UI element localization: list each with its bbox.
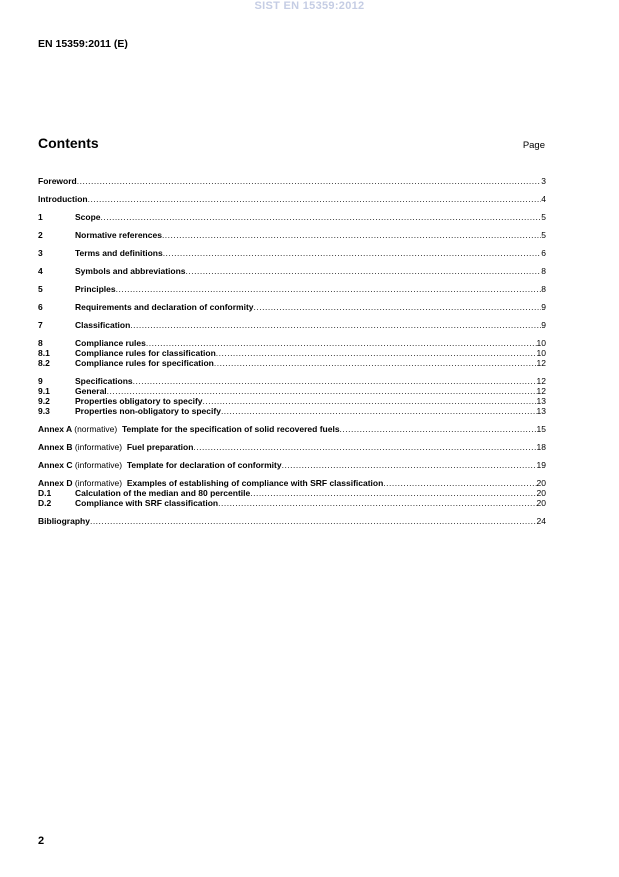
toc-entry-9-2[interactable] [38, 396, 546, 406]
toc-number: 8.2 [38, 358, 50, 368]
toc-entry-8[interactable] [38, 338, 546, 348]
toc-title: General [75, 386, 107, 396]
toc-title: Compliance rules [75, 338, 146, 348]
annex-label: Annex C [38, 460, 73, 470]
toc-number: 9.1 [38, 386, 50, 396]
toc-page: 24 [536, 516, 546, 526]
toc-page: 13 [536, 396, 546, 406]
dot-leader [216, 348, 537, 358]
toc-page: 5 [541, 212, 546, 222]
dot-leader [116, 284, 542, 294]
toc-title: Foreword [38, 176, 77, 186]
toc-entry-d-2[interactable] [38, 498, 546, 508]
toc-number: 1 [38, 212, 43, 222]
dot-leader [218, 498, 536, 508]
dot-leader [133, 376, 537, 386]
toc-page: 18 [536, 442, 546, 452]
toc-page: 10 [536, 338, 546, 348]
toc-page: 3 [541, 176, 546, 186]
dot-leader [130, 320, 541, 330]
annex-type: (normative) [74, 424, 118, 434]
toc-number: 8.1 [38, 348, 50, 358]
toc-page: 12 [536, 386, 546, 396]
toc-number: 5 [38, 284, 43, 294]
toc-title [38, 460, 282, 470]
toc-number: 2 [38, 230, 43, 240]
toc-entry-4[interactable] [38, 266, 546, 276]
toc-entry-6[interactable] [38, 302, 546, 312]
dot-leader [101, 212, 542, 222]
toc-page: 6 [541, 248, 546, 258]
toc-title: Symbols and abbreviations [75, 266, 186, 276]
toc-title: Terms and definitions [75, 248, 163, 258]
toc-page: 20 [536, 478, 546, 488]
toc-entry-9-1[interactable] [38, 386, 546, 396]
toc-title [38, 478, 383, 488]
dot-leader [214, 358, 537, 368]
toc-entry-9[interactable] [38, 376, 546, 386]
toc-entry-8-1[interactable] [38, 348, 546, 358]
toc-number: 6 [38, 302, 43, 312]
toc-entry-3[interactable] [38, 248, 546, 258]
annex-label: Annex B [38, 442, 73, 452]
toc-title: Classification [75, 320, 131, 330]
dot-leader [90, 516, 537, 526]
toc-entry-7[interactable] [38, 320, 546, 330]
toc-page: 8 [541, 284, 546, 294]
toc-number: 9.2 [38, 396, 50, 406]
toc-title: Bibliography [38, 516, 90, 526]
annex-label: Annex A [38, 424, 72, 434]
annex-type: (informative) [74, 460, 123, 470]
dot-leader [250, 488, 536, 498]
toc-entry-9-3[interactable] [38, 406, 546, 416]
annex-title: Fuel preparation [126, 442, 194, 452]
toc-entry-annex-c[interactable] [38, 460, 546, 470]
contents-title: Contents [38, 135, 99, 151]
toc-page: 12 [536, 376, 546, 386]
toc-title: Specifications [75, 376, 133, 386]
toc-page: 10 [536, 348, 546, 358]
toc-entry-introduction[interactable] [38, 194, 546, 204]
page-column-label: Page [522, 140, 545, 151]
dot-leader [77, 176, 542, 186]
dot-leader [340, 424, 537, 434]
toc-title: Principles [75, 284, 116, 294]
toc-page: 5 [541, 230, 546, 240]
toc-entry-5[interactable] [38, 284, 546, 294]
toc-entry-foreword[interactable] [38, 176, 546, 186]
dot-leader [254, 302, 542, 312]
toc-page: 9 [541, 302, 546, 312]
toc-number: D.1 [38, 488, 52, 498]
toc-number: 9 [38, 376, 43, 386]
page-number: 2 [38, 835, 45, 847]
toc-number: 4 [38, 266, 43, 276]
dot-leader [282, 460, 537, 470]
toc-page: 4 [541, 194, 546, 204]
toc-page: 9 [541, 320, 546, 330]
toc-title: Calculation of the median and 80 percentile [75, 488, 251, 498]
dot-leader [221, 406, 537, 416]
toc-number: 3 [38, 248, 43, 258]
dot-leader [186, 266, 542, 276]
dot-leader [203, 396, 537, 406]
toc-number: 9.3 [38, 406, 50, 416]
annex-title: Template for the specification of solid recovered fuels [121, 424, 340, 434]
dot-leader [162, 230, 541, 240]
toc-title [38, 424, 340, 434]
toc-entry-d-1[interactable] [38, 488, 546, 498]
toc-page: 13 [536, 406, 546, 416]
annex-title: Template for declaration of conformity [126, 460, 282, 470]
toc-page: 20 [536, 488, 546, 498]
dot-leader [163, 248, 542, 258]
toc-page: 15 [536, 424, 546, 434]
toc-title: Scope [75, 212, 101, 222]
dot-leader [107, 386, 537, 396]
toc-title: Normative references [75, 230, 162, 240]
toc-entry-bibliography[interactable] [38, 516, 546, 526]
toc-entry-annex-b[interactable] [38, 442, 546, 452]
annex-title: Examples of establishing of compliance with SRF classification [126, 478, 384, 488]
toc-number: 8 [38, 338, 43, 348]
toc-title: Properties obligatory to specify [75, 396, 203, 406]
dot-leader [383, 478, 536, 488]
watermark: SIST EN 15359:2012 [254, 0, 365, 12]
toc-title: Compliance with SRF classification [75, 498, 219, 508]
toc-title: Requirements and declaration of conformity [75, 302, 254, 312]
table-of-contents [38, 176, 546, 526]
toc-entry-1[interactable] [38, 212, 546, 222]
toc-page: 19 [536, 460, 546, 470]
toc-entry-annex-d[interactable] [38, 478, 546, 488]
toc-entry-annex-a[interactable] [38, 424, 546, 434]
dot-leader [88, 194, 542, 204]
annex-type: (informative) [74, 478, 123, 488]
dot-leader [193, 442, 536, 452]
document-id: EN 15359:2011 (E) [38, 38, 128, 50]
toc-entry-8-2[interactable] [38, 358, 546, 368]
dot-leader [146, 338, 537, 348]
toc-page: 8 [541, 266, 546, 276]
annex-label: Annex D [38, 478, 73, 488]
toc-title [38, 442, 193, 452]
toc-entry-2[interactable] [38, 230, 546, 240]
toc-number: 7 [38, 320, 43, 330]
toc-page: 12 [536, 358, 546, 368]
toc-title: Compliance rules for classification [75, 348, 216, 358]
toc-number: D.2 [38, 498, 52, 508]
toc-title: Compliance rules for specification [75, 358, 214, 368]
toc-title: Properties non-obligatory to specify [75, 406, 221, 416]
toc-title: Introduction [38, 194, 88, 204]
toc-page: 20 [536, 498, 546, 508]
annex-type: (informative) [74, 442, 123, 452]
